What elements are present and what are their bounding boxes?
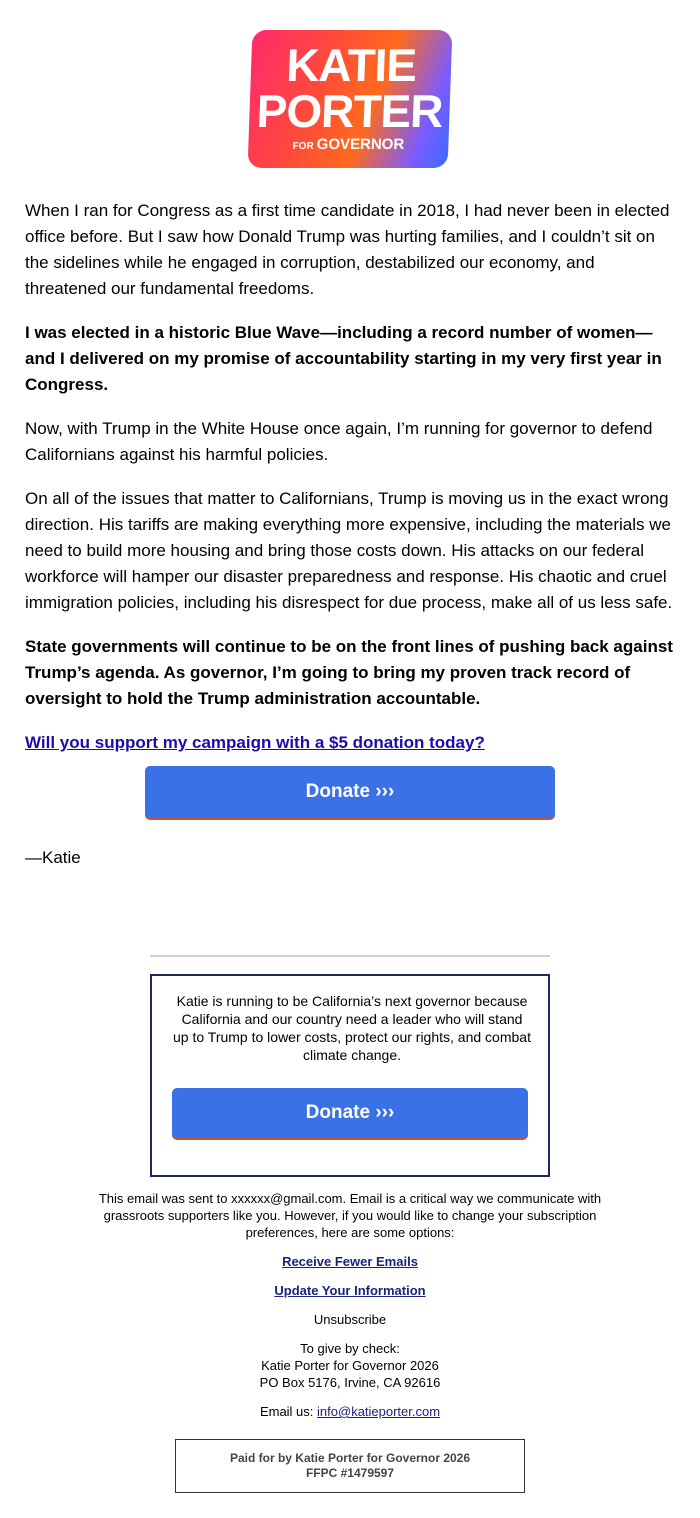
paid-line-2: FFPC #1479597 xyxy=(305,1466,395,1480)
box-text: Katie is running to be California’s next governor because California and our country need a leader who will stand up to Trump to lower costs, protect our rights, and combat climate change. xyxy=(173,993,531,1063)
paragraph-5: State governments will continue to be on the front lines of pushing back against Trump’s agenda. As governor, I’m going to bring my proven track record of oversight to hold the Trump administration accountable. xyxy=(25,637,673,708)
paragraph-3: Now, with Trump in the White House once again, I’m running for governor to defend Californians against his harmful policies. xyxy=(25,419,653,464)
logo-for: FOR xyxy=(292,141,314,152)
donate-button[interactable]: Donate ››› xyxy=(145,766,555,820)
unsubscribe-link[interactable]: Unsubscribe xyxy=(313,1312,387,1327)
box-donate-button[interactable]: Donate ››› xyxy=(172,1088,528,1140)
signature: —Katie xyxy=(25,848,81,867)
divider xyxy=(150,955,550,957)
email-us-label: Email us: xyxy=(259,1404,314,1419)
footer-note: This email was sent to xxxxxx@gmail.com. Email is a critical way we communicate with grassroots supporters like you. However, if you would like to change your subscription preferences, here are some options: xyxy=(98,1191,602,1240)
email-us-link[interactable]: info@katieporter.com xyxy=(317,1404,441,1419)
check-line-3: PO Box 5176, Irvine, CA 92616 xyxy=(259,1375,441,1390)
check-address xyxy=(70,1340,630,1391)
update-information-link[interactable]: Update Your Information xyxy=(274,1283,426,1298)
governor-info-box xyxy=(150,974,550,1177)
paid-for-disclaimer xyxy=(175,1439,525,1493)
logo-line-katie: KATIE xyxy=(285,39,417,91)
donation-ask-link[interactable]: Will you support my campaign with a $5 donation today? xyxy=(25,733,485,752)
receive-fewer-emails-link[interactable]: Receive Fewer Emails xyxy=(282,1254,418,1269)
paragraph-2: I was elected in a historic Blue Wave—including a record number of women—and I delivered on my promise of accountability starting in my very first year in Congress. xyxy=(25,323,662,394)
logo-line-governor xyxy=(292,136,404,156)
email-us xyxy=(70,1403,630,1420)
logo-container xyxy=(0,30,700,168)
katie-porter-logo xyxy=(248,30,453,168)
paragraph-1: When I ran for Congress as a first time candidate in 2018, I had never been in elected office before. But I saw how Donald Trump was hurting families, and I couldn’t sit on the sidelines while he engaged in corruption, destabilized our economy, and threatened our fundamental freedoms. xyxy=(25,201,670,298)
logo-office: GOVERNOR xyxy=(316,136,405,153)
paragraph-4: On all of the issues that matter to Californians, Trump is moving us in the exact wrong direction. His tariffs are making everything more expensive, including the materials we need to build more housing and bring those costs down. His attacks on our federal workforce will hamper our disaster preparedness and response. His chaotic and cruel immigration policies, including his disrespect for due process, make all of us less safe. xyxy=(25,489,673,612)
email-footer xyxy=(70,1190,630,1432)
logo-line-porter: PORTER xyxy=(255,85,444,137)
check-line-1: To give by check: xyxy=(300,1341,400,1356)
check-line-2: Katie Porter for Governor 2026 xyxy=(261,1358,439,1373)
email-body xyxy=(25,198,675,774)
paid-line-1: Paid for by Katie Porter for Governor 2026 xyxy=(229,1451,471,1465)
